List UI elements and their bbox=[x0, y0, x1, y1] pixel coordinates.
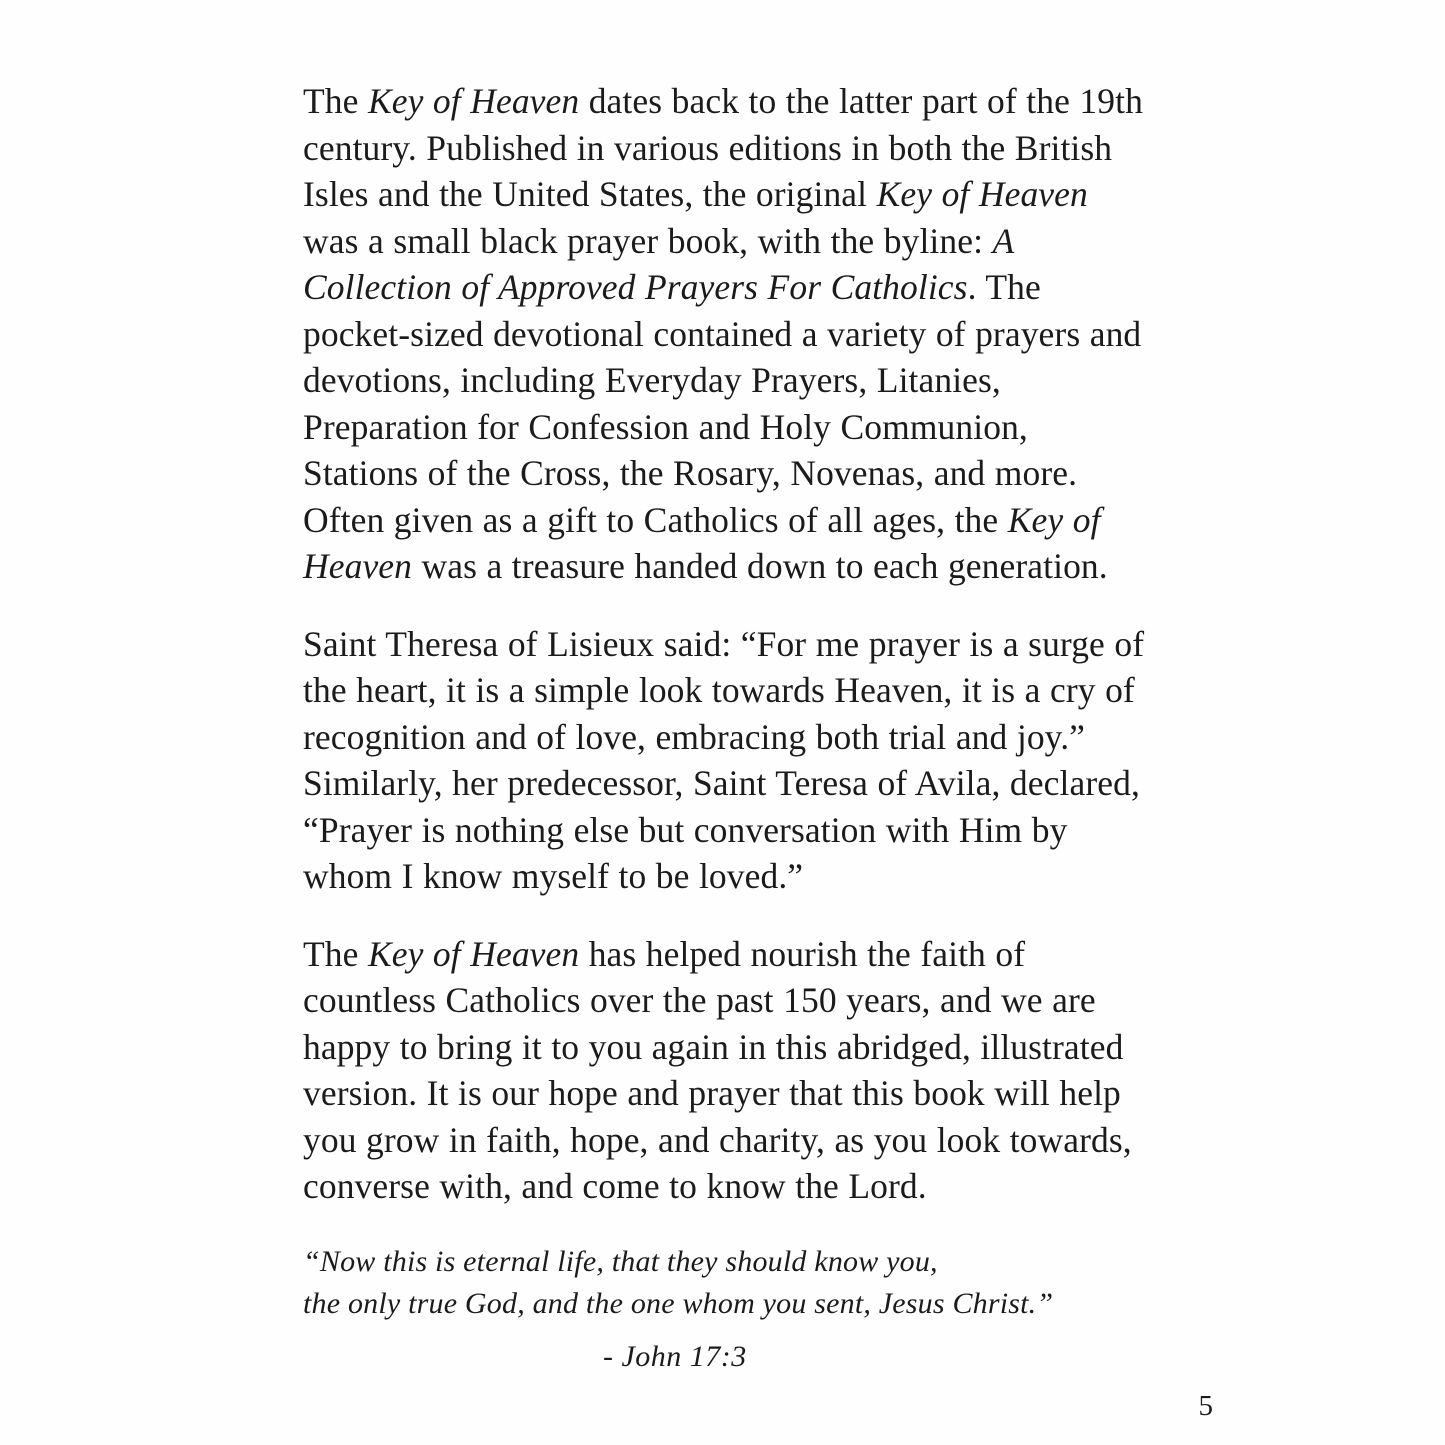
paragraph-history: The Key of Heaven dates back to the latter part of the 19th century. Published in various editions in both the British Isles and the United States, the original Key of Heaven was a small black prayer book, with the byline: A Collection of Approved Prayers For Catholics. The pocket-sized devotional contained a variety of prayers and devotions, including Everyday Prayers, Litanies, Preparation for Confession and Holy Communion, Stations of the Cross, the Rosary, Novenas, and more. Often given as a gift to Catholics of all ages, the Key of Heaven was a treasure handed down to each generation. bbox=[303, 81, 1143, 586]
scripture-quote bbox=[303, 1241, 1148, 1325]
paragraph-saints-on-prayer: Saint Theresa of Lisieux said: “For me prayer is a surge of the heart, it is a simple look towards Heaven, it is a cry of recognition and of love, embracing both trial and joy.” Similarly, her predecessor, Saint Teresa of Avila, declared, “Prayer is nothing else but conversation with Him by whom I know myself to be loved.” bbox=[303, 623, 1145, 896]
scripture-attribution: - John 17:3 bbox=[603, 1339, 747, 1373]
scripture-line-2: the only true God, and the one whom you sent, Jesus Christ.” bbox=[303, 1286, 1054, 1320]
page-text-column bbox=[303, 78, 1148, 1377]
scripture-line-1: “Now this is eternal life, that they should know you, bbox=[303, 1244, 938, 1278]
paragraph-this-edition: The Key of Heaven has helped nourish the faith of countless Catholics over the past 150 years, and we are happy to bring it to you again in this abridged, illustrated version. It is our hope and prayer that this book will help you grow in faith, hope, and charity, as you look towards, converse with, and come to know the Lord. bbox=[303, 933, 1132, 1206]
page-number: 5 bbox=[1198, 1390, 1213, 1422]
